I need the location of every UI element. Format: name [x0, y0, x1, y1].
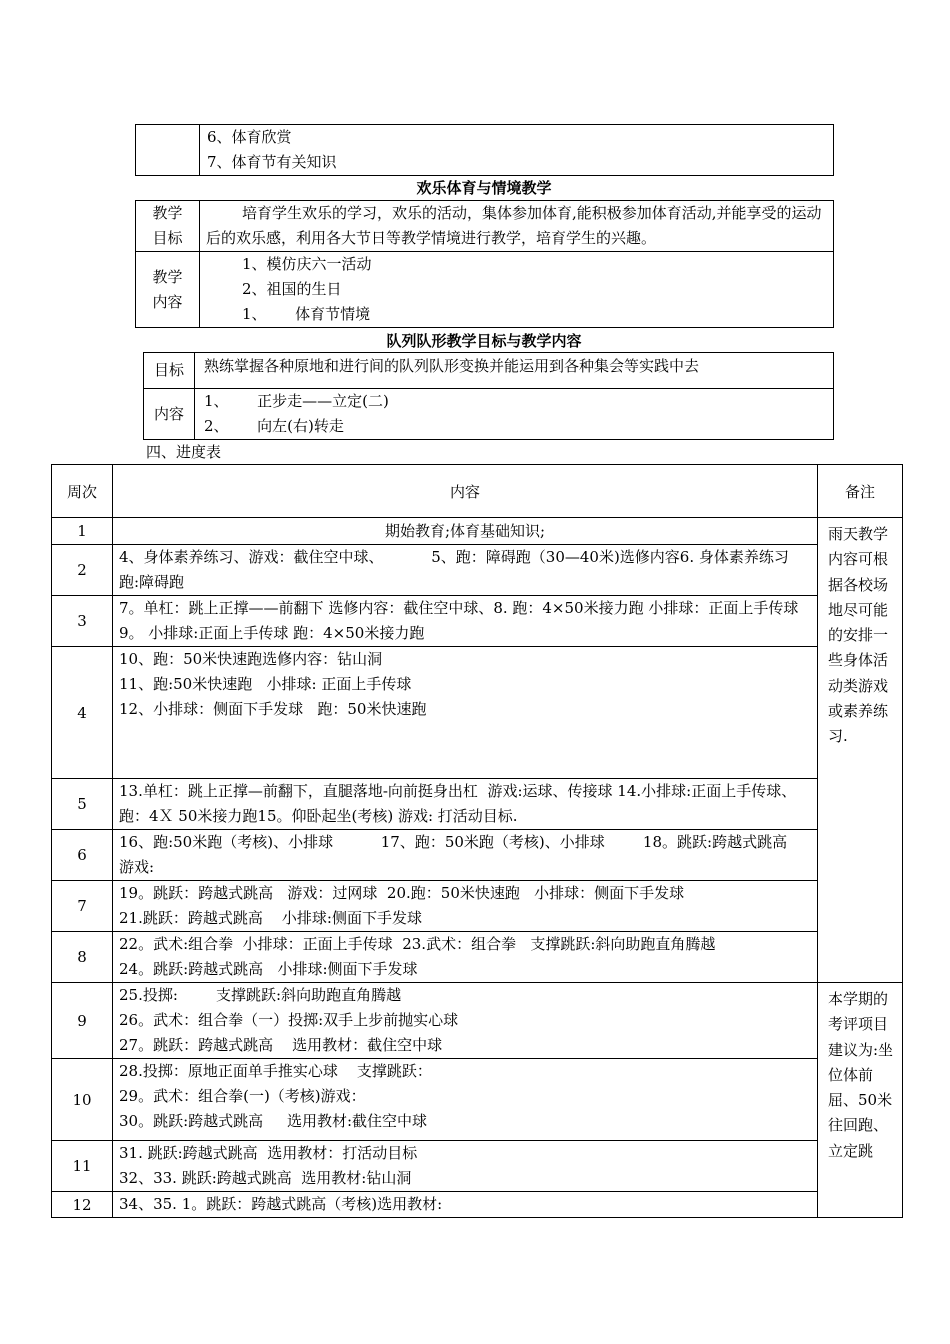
content-line: 30。跳跃:跨越式跳高 选用教材:截住空中球 — [119, 1112, 428, 1130]
content-cell — [113, 647, 818, 779]
week-cell: 4 — [52, 647, 113, 779]
goal-text-cell — [200, 201, 834, 252]
table-row — [52, 1141, 903, 1192]
formation-content-cell — [195, 389, 834, 440]
note-cell-assessment: 本学期的考评项目建议为:坐位体前屈、50米往回跑、立定跳 — [818, 983, 903, 1218]
table-row — [52, 647, 903, 779]
list-item: 2、祖国的生日 — [242, 280, 342, 298]
week-cell: 6 — [52, 830, 113, 881]
list-item: 2、 向左(右)转走 — [204, 417, 344, 435]
content-cell — [113, 518, 818, 545]
list-item: 1、 正步走——立定(二) — [204, 392, 389, 410]
content-line: 24。跳跃:跨越式跳高 小排球:侧面下手发球 — [119, 960, 418, 978]
table-row — [52, 779, 903, 830]
goal-label-line: 教学 — [152, 204, 183, 222]
table-row — [52, 1192, 903, 1218]
table-row — [52, 830, 903, 881]
content-line: 19。跳跃：跨越式跳高 游戏：过网球 20.跑：50米快速跑 小排球：侧面下手发球 — [119, 884, 685, 902]
list-item: 1、模仿庆六一活动 — [242, 255, 372, 273]
content-line: 31. 跳跃:跨越式跳高 选用教材：打活动目标 — [119, 1144, 418, 1162]
week-cell: 9 — [52, 983, 113, 1059]
top-table-items-cell — [200, 125, 834, 176]
col-week-header: 周次 — [52, 465, 113, 518]
top-table-label-cell — [136, 125, 200, 176]
content-cell — [113, 545, 818, 596]
content-cell — [113, 881, 818, 932]
content-line: 12、小排球：侧面下手发球 跑：50米快速跑 — [119, 700, 427, 718]
week-cell: 10 — [52, 1059, 113, 1141]
week-cell: 7 — [52, 881, 113, 932]
col-note-header: 备注 — [818, 465, 903, 518]
content-line: 25.投掷: 支撑跳跃:斜向助跑直角腾越 — [119, 986, 402, 1004]
table-row — [52, 932, 903, 983]
table-row — [52, 545, 903, 596]
week-cell: 8 — [52, 932, 113, 983]
content-line: 28.投掷：原地正面单手推实心球 支撑跳跃： — [119, 1062, 432, 1080]
week-cell: 3 — [52, 596, 113, 647]
week-cell: 12 — [52, 1192, 113, 1218]
content-line: 期始教育;体育基础知识; — [384, 521, 546, 540]
content-cell — [113, 983, 818, 1059]
goal-label-cell — [136, 201, 200, 252]
goal-label-line: 目标 — [152, 229, 183, 247]
table-row — [52, 596, 903, 647]
content-line: 11、跑:50米快速跑 小排球: 正面上手传球 — [119, 675, 412, 693]
week-cell: 1 — [52, 518, 113, 545]
content-label-cell — [136, 252, 200, 328]
formation-goal-text: 熟练掌握各种原地和进行间的队列队形变换并能运用到各种集会等实践中去 — [195, 353, 834, 389]
week-cell: 11 — [52, 1141, 113, 1192]
content-line: 32、33. 跳跃:跨越式跳高 选用教材:钻山洞 — [119, 1169, 412, 1187]
content-cell — [113, 596, 818, 647]
week-cell: 5 — [52, 779, 113, 830]
content-line: 34、35. 1。跳跃：跨越式跳高（考核)选用教材: — [119, 1195, 443, 1213]
content-line: 22。武术:组合拳 小排球：正面上手传球 23.武术：组合拳 支撑跳跃:斜向助跑直角腾越 — [119, 935, 716, 953]
content-cell — [113, 779, 818, 830]
list-item: 7、体育节有关知识 — [207, 153, 337, 171]
list-item: 1、 体育节情境 — [242, 305, 371, 323]
content-line: 29。武术：组合拳(一)（考核)游戏： — [119, 1087, 366, 1105]
schedule-table — [51, 464, 903, 1218]
content-line: 4、身体素养练习、游戏：截住空中球、 5、跑：障碍跑（30—40米)选修内容6. 身体素养练习 跑:障碍跑 — [119, 548, 799, 591]
week-cell: 2 — [52, 545, 113, 596]
content-cell — [113, 830, 818, 881]
top-table — [135, 124, 834, 176]
section-title-formation: 队列队形教学目标与教学内容 — [386, 332, 582, 350]
content-label-line: 教学 — [152, 267, 183, 286]
table-row — [52, 1059, 903, 1141]
content-line: 21.跳跃：跨越式跳高 小排球:侧面下手发球 — [119, 909, 422, 927]
formation-table — [143, 352, 834, 440]
content-cell — [113, 1141, 818, 1192]
schedule-heading: 四、进度表 — [146, 443, 222, 461]
content-cell — [113, 932, 818, 983]
content-line: 27。跳跃：跨越式跳高 选用教材：截住空中球 — [119, 1036, 443, 1054]
happy-table — [135, 200, 834, 328]
list-item: 6、体育欣赏 — [207, 128, 292, 146]
content-cell — [113, 1059, 818, 1141]
table-header-row — [52, 465, 903, 518]
content-line: 26。武术：组合拳（一）投掷:双手上步前抛实心球 — [119, 1011, 459, 1029]
content-items-cell — [200, 252, 834, 328]
formation-goal-label: 目标 — [144, 353, 195, 389]
content-line: 7。单杠：跳上正撑——前翻下 选修内容：截住空中球、8. 跑：4×50米接力跑 小排球：正面上手传球 9。 小排球:正面上手传球 跑：4×50米接力跑 — [119, 599, 818, 642]
section-title-happy: 欢乐体育与情境教学 — [416, 179, 552, 197]
table-row — [52, 983, 903, 1059]
formation-content-label: 内容 — [144, 389, 195, 440]
note-cell-rainy: 雨天教学内容可根据各校场地尽可能的安排一些身体活动类游戏或素养练习. — [818, 518, 903, 983]
content-line: 13.单杠：跳上正撑—前翻下，直腿落地-向前挺身出杠 游戏:运球、传接球 14.小排球:正面上手传球、跑：4Ｘ 50米接力跑15。仰卧起坐(考核) 游戏: 打活动目标. — [119, 782, 797, 825]
goal-text: 培育学生欢乐的学习，欢乐的活动，集体参加体育,能积极参加体育活动,并能享受的运动后的欢乐感，利用各大节日等教学情境进行教学，培育学生的兴趣。 — [206, 204, 822, 247]
col-content-header: 内容 — [113, 465, 818, 518]
content-label-line: 内容 — [152, 292, 183, 311]
content-line: 16、跑:50米跑（考核)、小排球 17、跑：50米跑（考核)、小排球 18。跳跃:跨越式跳高 游戏: — [119, 833, 802, 876]
table-row — [52, 518, 903, 545]
content-line: 10、跑：50米快速跑选修内容：钻山洞 — [119, 650, 383, 668]
table-row — [52, 881, 903, 932]
content-cell — [113, 1192, 818, 1218]
